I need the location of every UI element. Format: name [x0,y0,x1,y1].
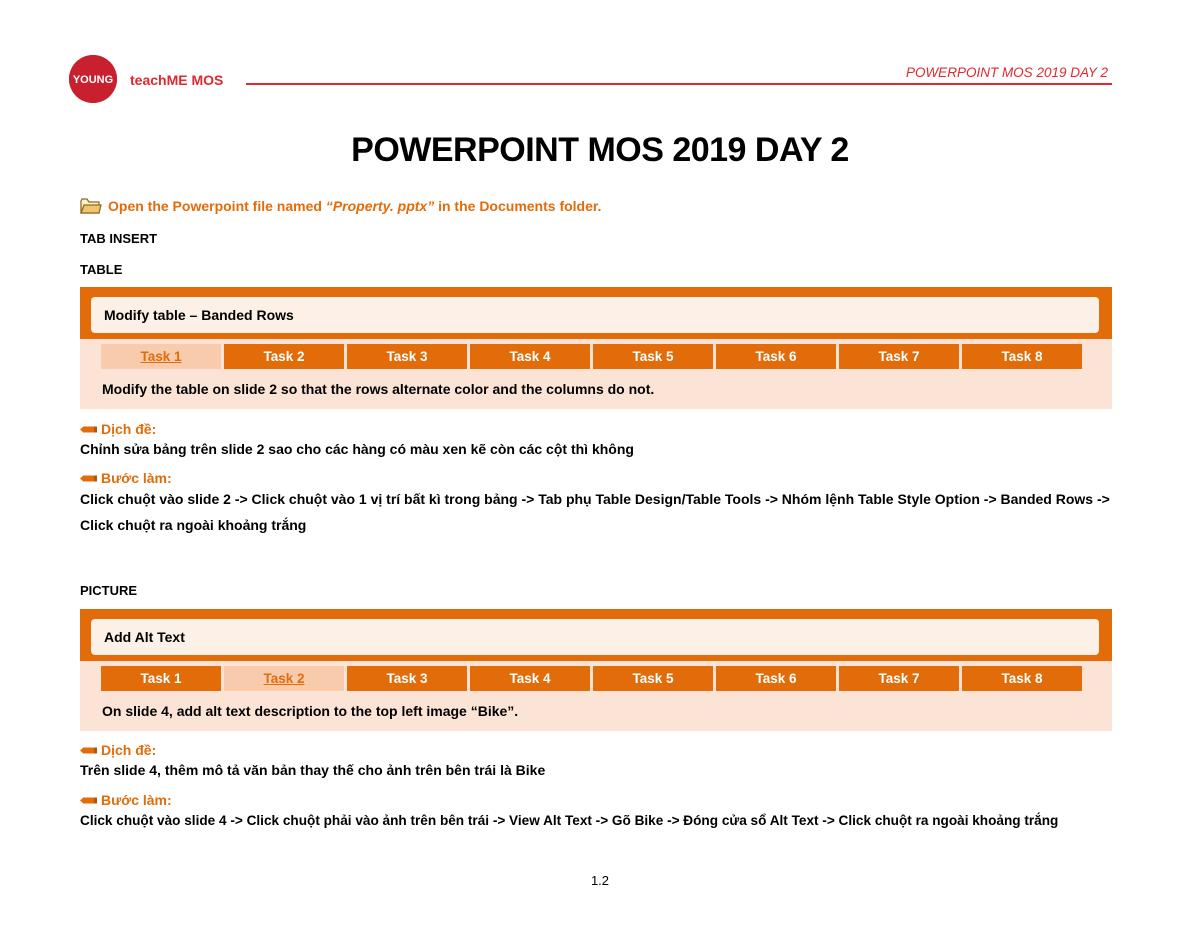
translate-heading [80,421,156,437]
task-tab-3[interactable]: Task 3 [347,344,467,369]
pencil-icon [80,796,97,805]
open-line-filename: “Property. pptx” [325,198,435,214]
task-tab-2[interactable]: Task 2 [224,344,344,369]
page-title: POWERPOINT MOS 2019 DAY 2 [351,131,849,169]
task-tab-3[interactable]: Task 3 [347,666,467,691]
translate-text: Trên slide 4, thêm mô tả văn bản thay thế cho ảnh trên bên trái là Bike [80,762,546,778]
task-tab-7[interactable]: Task 7 [839,344,959,369]
translate-text: Chỉnh sửa bảng trên slide 2 sao cho các hàng có màu xen kẽ còn các cột thì không [80,441,634,457]
tab-insert-label: TAB INSERT [80,231,158,246]
logo-text: YOUNG [72,74,114,86]
task-description: On slide 4, add alt text description to the top left image “Bike”. [102,703,519,719]
task-description: Modify the table on slide 2 so that the rows alternate color and the columns do not. [102,381,655,397]
task-heading: Add Alt Text [91,619,1099,655]
task-block-picture [80,609,1112,731]
task-tab-2[interactable]: Task 2 [224,666,344,691]
task-block-table [80,287,1112,409]
section-label-table: TABLE [80,262,123,277]
section-label-picture: PICTURE [80,583,138,598]
task-tabs [101,666,1082,691]
steps-label: Bước làm: [101,470,172,486]
task-tab-8[interactable]: Task 8 [962,344,1082,369]
steps-text: Click chuột vào slide 4 -> Click chuột phải vào ảnh trên bên trái -> View Alt Text -> Gõ Bike -> Đóng cửa sổ Alt Text -> Click chuột ra ngoài khoảng trắng [80,813,1059,828]
task-tabs [101,344,1082,369]
folder-icon [80,198,102,214]
steps-heading [80,792,172,808]
translate-label: Dịch đề: [101,742,157,758]
open-file-instruction [80,198,601,214]
translate-label: Dịch đề: [101,421,157,437]
task-heading-band [80,609,1112,661]
task-tab-1[interactable]: Task 1 [101,344,221,369]
task-tab-6[interactable]: Task 6 [716,344,836,369]
steps-text: Click chuột vào slide 2 -> Click chuột vào 1 vị trí bất kì trong bảng -> Tab phụ Table Design/Table Tools -> Nhóm lệnh Table Style Option -> Banded Rows -> Click chuột ra ngoài khoảng trắng [80,491,1110,533]
task-tab-5[interactable]: Task 5 [593,666,713,691]
task-tab-4[interactable]: Task 4 [470,344,590,369]
task-tab-7[interactable]: Task 7 [839,666,959,691]
task-tab-1[interactable]: Task 1 [101,666,221,691]
young-logo [69,55,117,103]
task-tab-5[interactable]: Task 5 [593,344,713,369]
translate-heading [80,742,156,758]
pencil-icon [80,474,97,483]
page-number: 1.2 [590,873,610,888]
header-divider [246,83,1112,85]
task-heading: Modify table – Banded Rows [91,297,1099,333]
task-tab-4[interactable]: Task 4 [470,666,590,691]
open-line-after: in the Documents folder. [434,198,602,214]
running-header-title: POWERPOINT MOS 2019 DAY 2 [905,65,1108,80]
task-tab-8[interactable]: Task 8 [962,666,1082,691]
pencil-icon [80,425,97,434]
steps-label: Bước làm: [101,792,172,808]
task-tab-6[interactable]: Task 6 [716,666,836,691]
task-heading-band [80,287,1112,339]
open-line-before: Open the Powerpoint file named [108,198,326,214]
brand-name: teachME MOS [130,72,224,88]
pencil-icon [80,746,97,755]
steps-heading [80,470,172,486]
